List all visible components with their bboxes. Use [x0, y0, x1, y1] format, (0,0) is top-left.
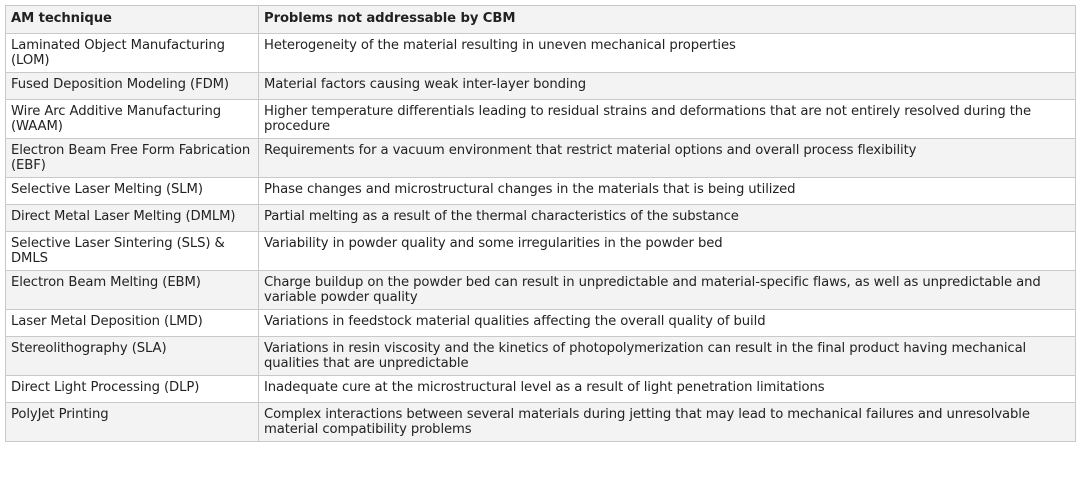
technique-cell: Laser Metal Deposition (LMD) — [6, 310, 259, 337]
problem-cell: Complex interactions between several materials during jetting that may lead to mechanical failures and unresolvable material compatibility problems — [259, 403, 1076, 442]
technique-cell: Selective Laser Melting (SLM) — [6, 178, 259, 205]
technique-cell: Electron Beam Melting (EBM) — [6, 271, 259, 310]
table-row — [6, 403, 1076, 442]
problem-cell: Heterogeneity of the material resulting in uneven mechanical properties — [259, 34, 1076, 73]
table-row — [6, 232, 1076, 271]
problem-cell: Partial melting as a result of the thermal characteristics of the substance — [259, 205, 1076, 232]
problem-cell: Variations in resin viscosity and the kinetics of photopolymerization can result in the final product having mechanical qualities that are unpredictable — [259, 337, 1076, 376]
problem-cell: Material factors causing weak inter-layer bonding — [259, 73, 1076, 100]
header-am-technique: AM technique — [6, 6, 259, 34]
problem-cell: Variations in feedstock material qualities affecting the overall quality of build — [259, 310, 1076, 337]
header-row — [6, 6, 1076, 34]
table-row — [6, 337, 1076, 376]
technique-cell: Direct Metal Laser Melting (DMLM) — [6, 205, 259, 232]
table-row — [6, 34, 1076, 73]
table-row — [6, 310, 1076, 337]
table-row — [6, 205, 1076, 232]
technique-cell: PolyJet Printing — [6, 403, 259, 442]
problem-cell: Charge buildup on the powder bed can result in unpredictable and material-specific flaws, as well as unpredictable and variable powder quality — [259, 271, 1076, 310]
technique-cell: Wire Arc Additive Manufacturing (WAAM) — [6, 100, 259, 139]
problem-cell: Requirements for a vacuum environment that restrict material options and overall process flexibility — [259, 139, 1076, 178]
table-row — [6, 178, 1076, 205]
table-header — [6, 6, 1076, 34]
table-row — [6, 139, 1076, 178]
header-problems: Problems not addressable by CBM — [259, 6, 1076, 34]
technique-cell: Laminated Object Manufacturing (LOM) — [6, 34, 259, 73]
am-cbm-table — [5, 5, 1076, 442]
technique-cell: Selective Laser Sintering (SLS) & DMLS — [6, 232, 259, 271]
table-row — [6, 376, 1076, 403]
technique-cell: Electron Beam Free Form Fabrication (EBF) — [6, 139, 259, 178]
technique-cell: Direct Light Processing (DLP) — [6, 376, 259, 403]
problem-cell: Variability in powder quality and some irregularities in the powder bed — [259, 232, 1076, 271]
table-row — [6, 100, 1076, 139]
technique-cell: Fused Deposition Modeling (FDM) — [6, 73, 259, 100]
table-container — [5, 5, 1075, 442]
technique-cell: Stereolithography (SLA) — [6, 337, 259, 376]
table-row — [6, 73, 1076, 100]
problem-cell: Phase changes and microstructural changes in the materials that is being utilized — [259, 178, 1076, 205]
problem-cell: Inadequate cure at the microstructural level as a result of light penetration limitations — [259, 376, 1076, 403]
problem-cell: Higher temperature differentials leading to residual strains and deformations that are not entirely resolved during the procedure — [259, 100, 1076, 139]
table-body — [6, 34, 1076, 442]
table-row — [6, 271, 1076, 310]
